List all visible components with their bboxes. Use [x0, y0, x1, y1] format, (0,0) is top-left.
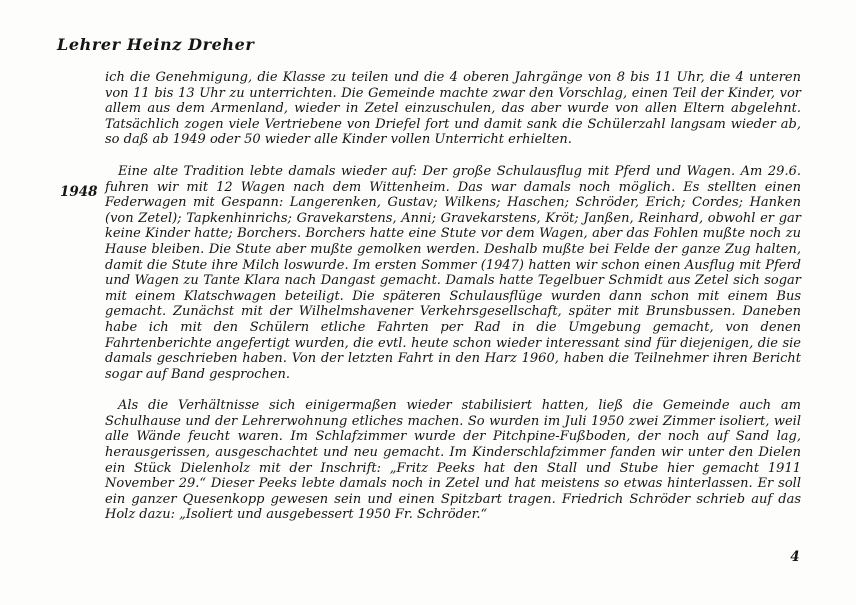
body-paragraph-2: Eine alte Tradition lebte damals wieder auf: Der große Schulausflug mit Pferd und Wagen. Am 29.6. fuhren wir mit 12 Wagen nach dem Wittenheim. Das war damals noch möglich. Es stellten einen Federwagen mit Gespann: Langerenken, Gustav; Wilkens; Haschen; Schröder, Erich; Cordes; Hanken (von Zetel); Tapkenhinrichs; Gravekarstens, Anni; Gravekarstens, Kröt; Janßen, Reinhard, obwohl er gar keine Kinder hatte; Borchers. Borchers hatte eine Stute vor dem Wagen, aber das Fohlen mußte noch zu Hause bleiben. Die Stute aber mußte gemolken werden. Deshalb mußte bei Felde der ganze Zug halten, damit die Stute ihre Milch loswurde. Im ersten Sommer (1947) hatten wir schon einen Ausflug mit Pferd und Wagen zu Tante Klara nach Dangast gemacht. Damals hatte Tegelbuer Schmidt aus Zetel sich sogar mit einem Klatschwagen beteiligt. Die späteren Schulausflüge wurden dann schon mit einem Bus gemacht. Zunächst mit der Wilhelmshavener Verkehrsgesellschaft, später mit Brunsbussen. Daneben habe ich mit den Schülern etliche Fahrten per Rad in die Umgebung gemacht, von denen Fahrtenberichte angefertigt wurden, die evtl. heute schon wieder interessant sind für diejenigen, die sie damals geschrieben haben. Von der letzten Fahrt in den Harz 1960, haben die Teilnehmer ihren Bericht sogar auf Band gesprochen. [105, 163, 801, 382]
body-paragraph-3: Als die Verhältnisse sich einigermaßen wieder stabilisiert hatten, ließ die Gemeinde auch am Schulhause und der Lehrerwohnung etliches machen. So wurden im Juli 1950 zwei Zimmer isoliert, weil alle Wände feucht waren. Im Schlafzimmer wurde der Pitchpine-Fußboden, der noch auf Sand lag, herausgerissen, ausgeschachtet und neu gemacht. Im Kinderschlafzimmer fanden wir unter den Dielen ein Stück Dielenholz mit der Inschrift: „Fritz Peeks hat den Stall und Stube hier gemacht 1911 November 29.“ Dieser Peeks lebte damals noch in Zetel und hat meistens so etwas hinterlassen. Er soll ein ganzer Quesenkopp gewesen sein und einen Spitzbart tragen. Friedrich Schröder schrieb auf das Holz dazu: „Isoliert und ausgebessert 1950 Fr. Schröder.“ [105, 398, 801, 523]
body-text-block [105, 70, 801, 539]
page-number: 4 [790, 549, 800, 565]
year-margin-note: 1948 [60, 184, 98, 200]
page-header: Lehrer Heinz Dreher [57, 35, 255, 54]
body-paragraph-1: ich die Genehmigung, die Klasse zu teilen und die 4 oberen Jahrgänge von 8 bis 11 Uhr, die 4 unteren von 11 bis 13 Uhr zu unterrichten. Die Gemeinde machte zwar den Vorschlag, einen Teil der Kinder, vor allem aus dem Armenland, wieder in Zetel einzuschulen, das aber wurde von allen Eltern abgelehnt. Tatsächlich zogen viele Vertriebene von Driefel fort und damit sank die Schülerzahl langsam wieder ab, so daß ab 1949 oder 50 wieder alle Kinder vollen Unterricht erhielten. [105, 70, 801, 148]
